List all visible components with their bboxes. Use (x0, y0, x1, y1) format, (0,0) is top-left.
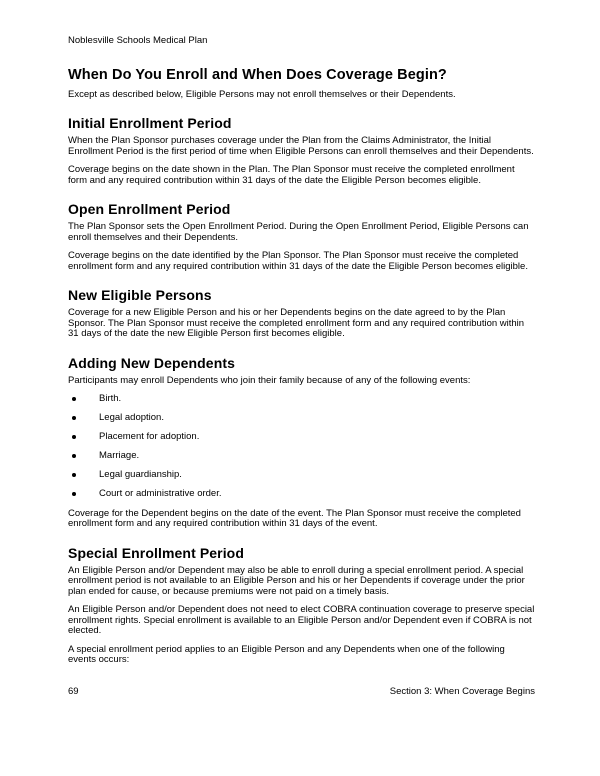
paragraph: Coverage begins on the date identified by the Plan Sponsor. The Plan Sponsor must receive the completed enrollment form and any required contribution within 31 days of the date the Eligible Person becomes eligible. (68, 250, 528, 272)
page-footer (68, 687, 535, 698)
bullet-icon (72, 397, 76, 401)
paragraph: An Eligible Person and/or Dependent does not need to elect COBRA continuation coverage to preserve special enrollment rights. Special enrollment is available to an Eligible Person and/or Dependent even if COBRA is not elected. (68, 604, 535, 636)
bullet-icon (72, 416, 76, 420)
list-item (68, 489, 535, 500)
paragraph: An Eligible Person and/or Dependent may also be able to enroll during a special enrollment period. A special enrollment period is not available to an Eligible Person and his or her Dependents if coverage under the prior plan ended for cause, or because premiums were not paid on a timely basis. (68, 564, 525, 597)
paragraph: Coverage begins on the date shown in the Plan. The Plan Sponsor must receive the completed enrollment form and any required contribution within 31 days of the date the Eligible Person becomes eligible. (68, 164, 515, 186)
section-heading-initial-enrollment: Initial Enrollment Period (68, 115, 232, 131)
running-header: Noblesville Schools Medical Plan (68, 35, 208, 46)
list-item (68, 470, 535, 481)
list-item-text: Legal adoption. (99, 412, 164, 423)
section-heading-adding-new-dependents: Adding New Dependents (68, 354, 235, 371)
section-heading-open-enrollment: Open Enrollment Period (68, 201, 231, 217)
bullet-icon (72, 435, 76, 439)
page-title: When Do You Enroll and When Does Coverage Begin? (68, 66, 447, 83)
paragraph: A special enrollment period applies to an Eligible Person and any Dependents when one of the following events occurs: (68, 643, 505, 665)
bullet-icon (72, 473, 76, 477)
paragraph: When the Plan Sponsor purchases coverage under the Plan from the Claims Administrator, the Initial Enrollment Period is the first period of time when Eligible Persons can enroll themselves and their Dependents. (68, 135, 534, 157)
list-item (68, 451, 535, 462)
list-item-text: Legal guardianship. (99, 469, 182, 480)
bullet-icon (72, 454, 76, 458)
page-number: 69 (68, 686, 79, 697)
list-item-text: Birth. (99, 393, 122, 404)
paragraph: Participants may enroll Dependents who join their family because of any of the following events: (68, 374, 471, 386)
list-item-text: Court or administrative order. (99, 488, 222, 499)
footer-section-label: Section 3: When Coverage Begins (389, 686, 535, 697)
section-heading-new-eligible-persons: New Eligible Persons (68, 287, 212, 303)
dependent-events-list (68, 394, 535, 500)
section-heading-special-enrollment: Special Enrollment Period (68, 544, 244, 561)
list-item-text: Marriage. (99, 450, 140, 461)
list-item (68, 394, 535, 405)
paragraph: Coverage for a new Eligible Person and his or her Dependents begins on the date agreed to by the Plan Sponsor. The Plan Sponsor must receive the completed enrollment form and any required contribution within 31 days of the date the new Eligible Person first becomes eligible. (68, 307, 525, 339)
list-item-text: Placement for adoption. (99, 431, 200, 442)
intro-paragraph: Except as described below, Eligible Persons may not enroll themselves or their Dependents. (68, 88, 456, 100)
list-item (68, 432, 535, 443)
list-item (68, 413, 535, 424)
paragraph: The Plan Sponsor sets the Open Enrollment Period. During the Open Enrollment Period, Eligible Persons can enroll themselves and their Dependents. (68, 221, 529, 243)
bullet-icon (72, 492, 76, 496)
paragraph: Coverage for the Dependent begins on the date of the event. The Plan Sponsor must receive the completed enrollment form and any required contribution within 31 days of the event. (68, 507, 521, 529)
